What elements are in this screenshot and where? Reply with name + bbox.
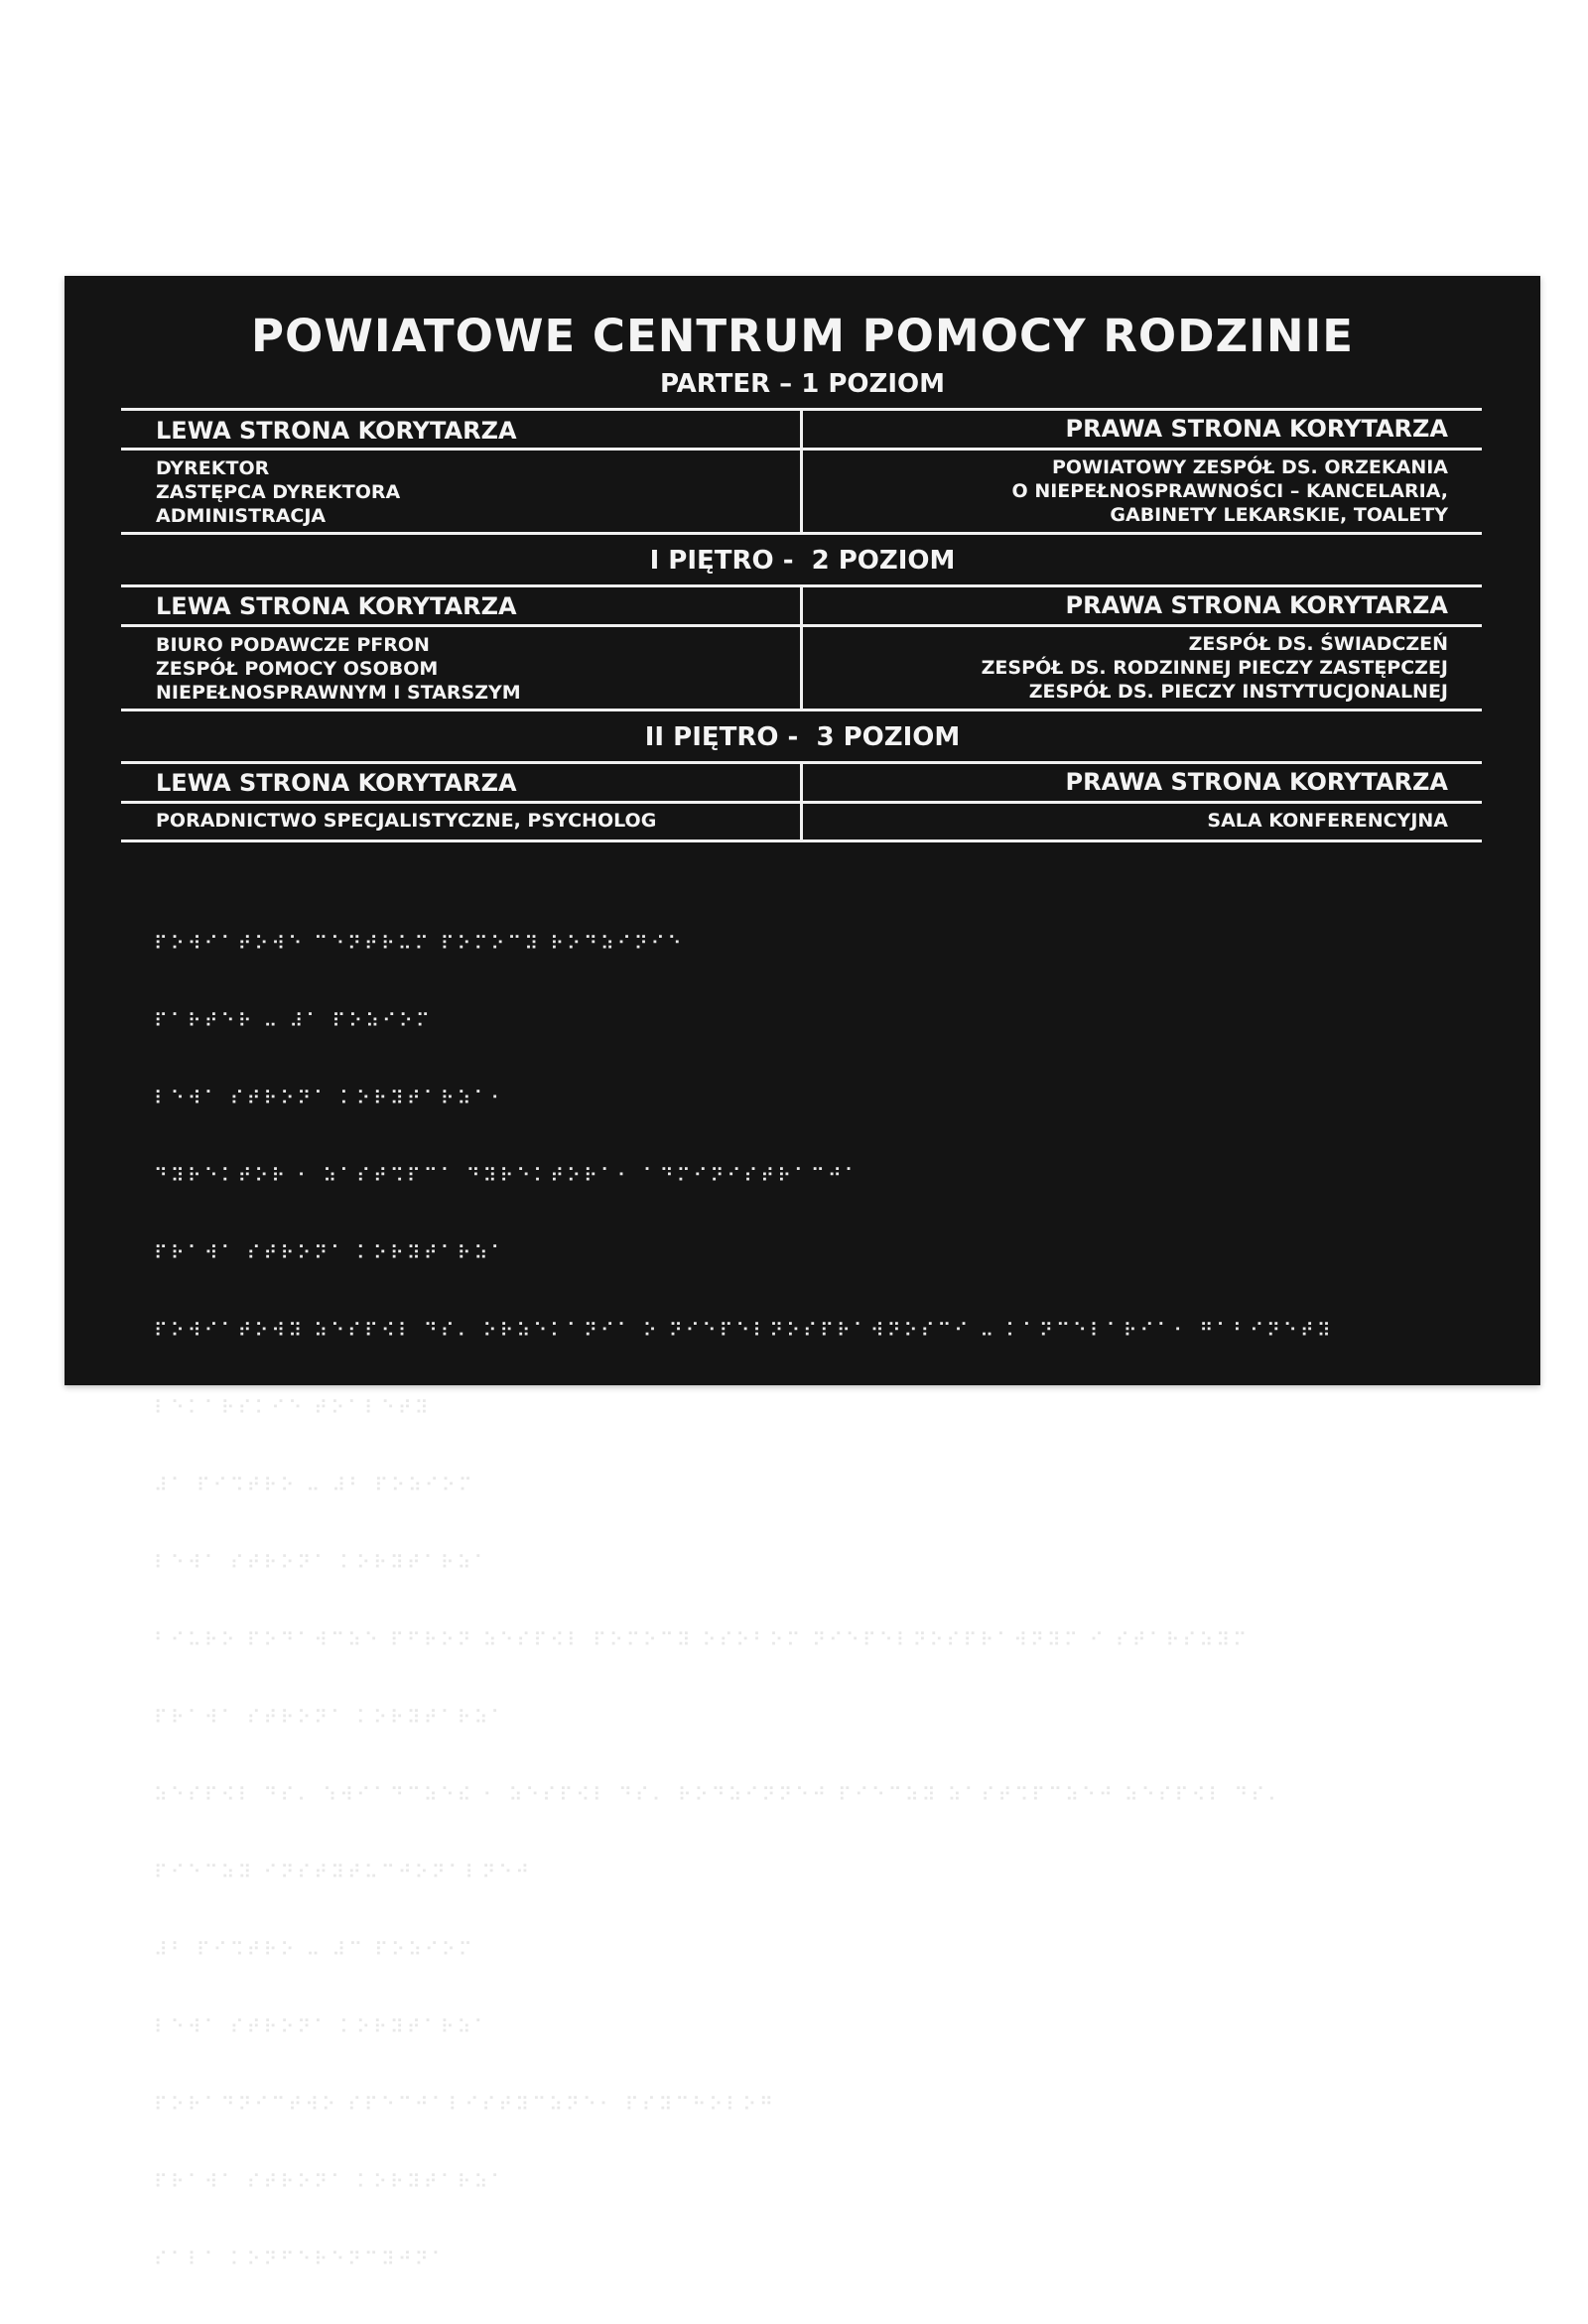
divider-line xyxy=(121,709,1482,711)
level-3-right-rooms xyxy=(1207,809,1448,833)
braille-line: ⠏⠕⠺⠊⠁⠞⠕⠺⠽ ⠵⠑⠎⠏⠪⠇ ⠙⠎⠄ ⠕⠗⠵⠑⠅⠁⠝⠊⠁ ⠕ ⠝⠊⠑⠏⠑⠇⠝⠕⠎⠏⠗⠁⠺⠝⠕⠎⠉⠊ ⠤ ⠅⠁⠝⠉⠑⠇⠁⠗⠊⠁⠂ ⠛⠁⠃⠊⠝⠑⠞⠽ xyxy=(154,1320,1334,1342)
level-1-right-header: PRAWA STRONA KORYTARZA xyxy=(1065,415,1448,443)
level-1-heading: PARTER – 1 POZIOM xyxy=(659,369,946,399)
level-2-heading: I PIĘTRO - 2 POZIOM xyxy=(649,546,956,576)
level-1-right-rooms xyxy=(1012,455,1448,527)
level-3-left-header: LEWA STRONA KORYTARZA xyxy=(156,769,517,797)
braille-line: ⠼⠃ ⠏⠊⠩⠞⠗⠕ ⠤ ⠼⠉ ⠏⠕⠵⠊⠕⠍ xyxy=(154,1939,475,1961)
divider-line xyxy=(121,532,1482,535)
room-label: NIEPEŁNOSPRAWNYM I STARSZYM xyxy=(156,682,521,704)
braille-line: ⠃⠊⠥⠗⠕ ⠏⠕⠙⠁⠺⠉⠵⠑ ⠏⠋⠗⠕⠝ ⠵⠑⠎⠏⠪⠇ ⠏⠕⠍⠕⠉⠽ ⠕⠎⠕⠃⠕⠍ ⠝⠊⠑⠏⠑⠇⠝⠕⠎⠏⠗⠁⠺⠝⠽⠍ ⠊ ⠎⠞⠁⠗⠎⠵⠽⠍ xyxy=(154,1629,1251,1651)
level-2-left-header: LEWA STRONA KORYTARZA xyxy=(156,592,517,620)
column-divider xyxy=(800,586,803,710)
braille-line: ⠇⠑⠺⠁ ⠎⠞⠗⠕⠝⠁ ⠅⠕⠗⠽⠞⠁⠗⠵⠁ xyxy=(154,2016,491,2038)
room-label: ZESPÓŁ POMOCY OSOBOM xyxy=(156,658,439,680)
level-1-left-header: LEWA STRONA KORYTARZA xyxy=(156,417,517,445)
room-label: POWIATOWY ZESPÓŁ DS. ORZEKANIA xyxy=(1051,456,1448,478)
level-3-heading: II PIĘTRO - 3 POZIOM xyxy=(644,722,961,752)
room-label: GABINETY LEKARSKIE, TOALETY xyxy=(1110,504,1448,526)
room-label: O NIEPEŁNOSPRAWNOŚCI – KANCELARIA, xyxy=(1011,480,1448,502)
braille-line: ⠏⠗⠁⠺⠁ ⠎⠞⠗⠕⠝⠁ ⠅⠕⠗⠽⠞⠁⠗⠵⠁ xyxy=(154,2171,508,2193)
braille-line: ⠇⠑⠅⠁⠗⠎⠅⠊⠑ ⠞⠕⠁⠇⠑⠞⠽ xyxy=(154,1397,432,1419)
braille-block xyxy=(154,879,1334,2324)
braille-line: ⠏⠁⠗⠞⠑⠗ ⠤ ⠼⠁ ⠏⠕⠵⠊⠕⠍ xyxy=(154,1010,433,1032)
divider-line xyxy=(121,448,1482,451)
braille-line: ⠙⠽⠗⠑⠅⠞⠕⠗ ⠂ ⠵⠁⠎⠞⠩⠏⠉⠁ ⠙⠽⠗⠑⠅⠞⠕⠗⠁⠂ ⠁⠙⠍⠊⠝⠊⠎⠞⠗⠁⠉⠚⠁ xyxy=(154,1165,861,1187)
room-label: SALA KONFERENCYJNA xyxy=(1207,810,1448,832)
room-label: DYREKTOR xyxy=(156,457,270,479)
braille-line: ⠏⠕⠗⠁⠙⠝⠊⠉⠞⠺⠕ ⠎⠏⠑⠉⠚⠁⠇⠊⠎⠞⠽⠉⠵⠝⠑⠂ ⠏⠎⠽⠉⠓⠕⠇⠕⠛ xyxy=(154,2094,777,2116)
braille-line: ⠇⠑⠺⠁ ⠎⠞⠗⠕⠝⠁ ⠅⠕⠗⠽⠞⠁⠗⠵⠁ xyxy=(154,1552,491,1574)
sign-title: POWIATOWE CENTRUM POMOCY RODZINIE xyxy=(250,310,1355,362)
room-label: BIURO PODAWCZE PFRON xyxy=(156,634,430,656)
level-3-right-header: PRAWA STRONA KORYTARZA xyxy=(1065,768,1448,796)
room-label: ADMINISTRACJA xyxy=(156,505,327,527)
column-divider xyxy=(800,410,803,534)
braille-line: ⠏⠊⠑⠉⠵⠽ ⠊⠝⠎⠞⠽⠞⠥⠉⠚⠕⠝⠁⠇⠝⠑⠚ xyxy=(154,1862,533,1883)
braille-line: ⠵⠑⠎⠏⠪⠇ ⠙⠎⠄ ⠱⠺⠊⠁⠙⠉⠵⠑⠮ ⠂ ⠵⠑⠎⠏⠪⠇ ⠙⠎⠄ ⠗⠕⠙⠵⠊⠝⠝⠑⠚ ⠏⠊⠑⠉⠵⠽ ⠵⠁⠎⠞⠩⠏⠉⠵⠑⠚ ⠵⠑⠎⠏⠪⠇ ⠙⠎⠄ xyxy=(154,1784,1285,1806)
divider-line xyxy=(121,839,1482,842)
room-label: ZASTĘPCA DYREKTORA xyxy=(156,481,401,503)
braille-line: ⠎⠁⠇⠁ ⠅⠕⠝⠋⠑⠗⠑⠝⠉⠽⠚⠝⠁ xyxy=(154,2249,449,2270)
room-label: ZESPÓŁ DS. RODZINNEJ PIECZY ZASTĘPCZEJ xyxy=(981,657,1448,679)
directory-sign xyxy=(65,276,1540,2270)
divider-line xyxy=(121,624,1482,627)
level-2-right-header: PRAWA STRONA KORYTARZA xyxy=(1065,591,1448,619)
room-label: ZESPÓŁ DS. ŚWIADCZEŃ xyxy=(1188,633,1448,655)
room-label: PORADNICTWO SPECJALISTYCZNE, PSYCHOLOG xyxy=(156,810,657,832)
braille-line: ⠇⠑⠺⠁ ⠎⠞⠗⠕⠝⠁ ⠅⠕⠗⠽⠞⠁⠗⠵⠁⠂ xyxy=(154,1088,508,1109)
braille-line: ⠏⠗⠁⠺⠁ ⠎⠞⠗⠕⠝⠁ ⠅⠕⠗⠽⠞⠁⠗⠵⠁ xyxy=(154,1242,508,1264)
braille-line: ⠏⠕⠺⠊⠁⠞⠕⠺⠑ ⠉⠑⠝⠞⠗⠥⠍ ⠏⠕⠍⠕⠉⠽ ⠗⠕⠙⠵⠊⠝⠊⠑ xyxy=(154,933,685,955)
room-label: ZESPÓŁ DS. PIECZY INSTYTUCJONALNEJ xyxy=(1028,681,1448,703)
level-1-left-rooms xyxy=(156,456,400,528)
divider-line xyxy=(121,801,1482,804)
level-3-left-rooms xyxy=(156,809,656,833)
level-2-right-rooms xyxy=(982,632,1448,704)
braille-line: ⠼⠁ ⠏⠊⠩⠞⠗⠕ ⠤ ⠼⠃ ⠏⠕⠵⠊⠕⠍ xyxy=(154,1475,475,1496)
braille-line: ⠏⠗⠁⠺⠁ ⠎⠞⠗⠕⠝⠁ ⠅⠕⠗⠽⠞⠁⠗⠵⠁ xyxy=(154,1707,508,1729)
level-2-left-rooms xyxy=(156,633,521,705)
